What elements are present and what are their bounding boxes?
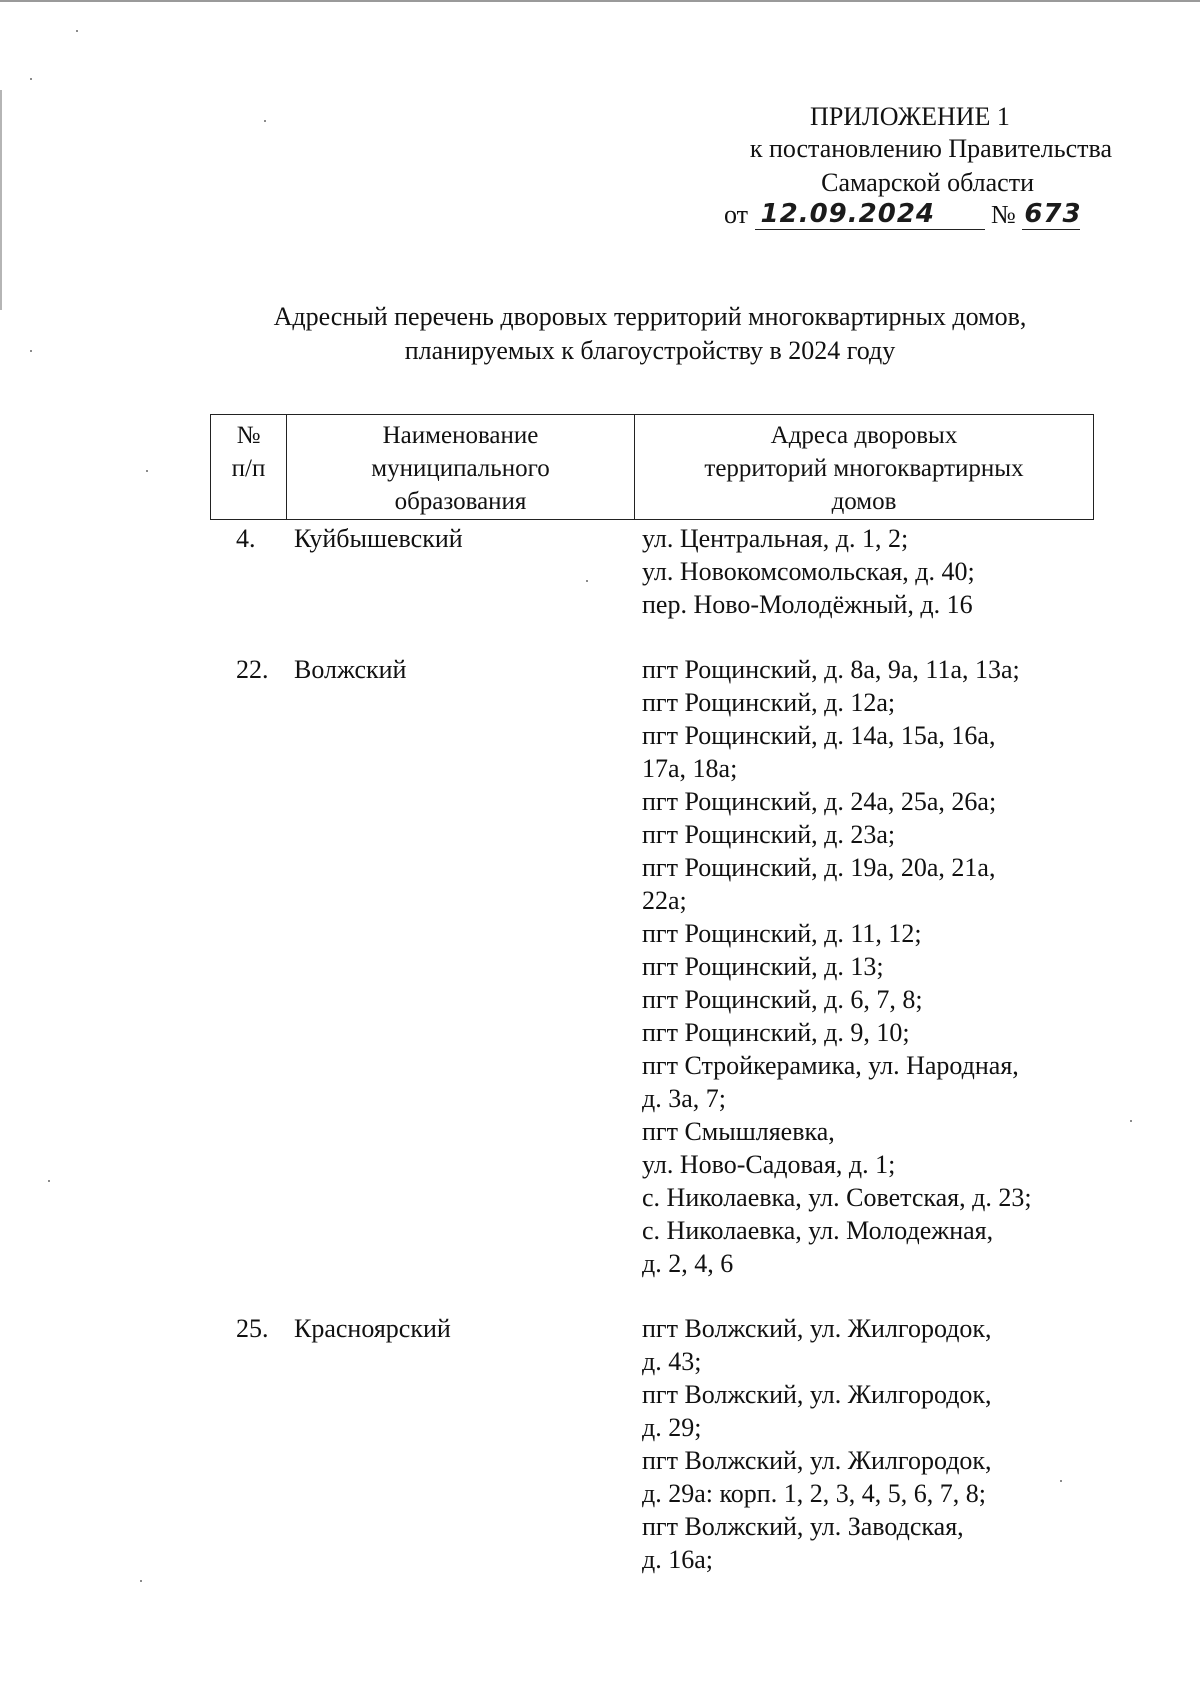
column-header-addresses-line-3: домов (831, 488, 897, 515)
column-header-addresses-line-2: территорий многоквартирных (704, 455, 1024, 482)
scan-edge-left (0, 90, 2, 310)
table-row (0, 1312, 1200, 1576)
row-municipality: Волжский (294, 655, 407, 684)
row-addresses (642, 653, 1082, 1280)
address-line: ул. Ново-Садовая, д. 1; (642, 1150, 896, 1179)
handwritten-date: 12.09.2024 (760, 199, 936, 229)
date-field (755, 201, 985, 230)
document-title-line-2: планируемых к благоустройству в 2024 году (404, 336, 896, 365)
address-line: пер. Ново-Молодёжный, д. 16 (642, 590, 973, 619)
address-line: 17а, 18а; (642, 754, 738, 783)
address-line: д. 16а; (642, 1545, 713, 1574)
address-line: пгт Рощинский, д. 13; (642, 952, 884, 981)
address-line: с. Николаевка, ул. Советская, д. 23; (642, 1183, 1032, 1212)
document-title (200, 300, 1100, 368)
address-line: пгт Смышляевка, (642, 1117, 835, 1146)
date-prefix: от (724, 200, 749, 229)
scan-speck (76, 30, 78, 32)
address-line: пгт Рощинский, д. 8а, 9а, 11а, 13а; (642, 655, 1020, 684)
row-number: 22. (236, 655, 269, 684)
address-line: 22а; (642, 886, 687, 915)
address-line: пгт Стройкерамика, ул. Народная, (642, 1051, 1019, 1080)
table-body (0, 522, 1200, 1608)
scan-speck (30, 350, 32, 352)
address-line: пгт Волжский, ул. Заводская, (642, 1512, 964, 1541)
address-line: ул. Новокомсомольская, д. 40; (642, 557, 975, 586)
appendix-region-line: Самарской области (821, 168, 1034, 197)
appendix-decree-line: к постановлению Правительства (749, 134, 1112, 163)
column-header-municipality (287, 415, 635, 519)
handwritten-number: 673 (1024, 199, 1082, 229)
scan-speck (30, 78, 32, 80)
address-line: пгт Рощинский, д. 12а; (642, 688, 896, 717)
row-addresses (642, 1312, 1082, 1576)
appendix-title: ПРИЛОЖЕНИЕ 1 (810, 102, 1010, 131)
address-line: пгт Рощинский, д. 19а, 20а, 21а, (642, 853, 996, 882)
address-line: ул. Центральная, д. 1, 2; (642, 524, 909, 553)
column-header-addresses-line-1: Адреса дворовых (770, 422, 958, 449)
scan-speck (146, 470, 148, 472)
column-header-municipality-line-2: муниципального (371, 455, 550, 482)
row-addresses (642, 522, 1082, 621)
row-municipality: Красноярский (294, 1314, 451, 1343)
address-line: д. 43; (642, 1347, 702, 1376)
column-header-addresses (635, 415, 1093, 519)
table-row (0, 522, 1200, 621)
address-line: пгт Волжский, ул. Жилгородок, (642, 1446, 992, 1475)
row-number: 4. (236, 524, 256, 553)
row-number: 25. (236, 1314, 269, 1343)
address-line: пгт Волжский, ул. Жилгородок, (642, 1314, 992, 1343)
appendix-header (690, 100, 1130, 134)
address-line: пгт Волжский, ул. Жилгородок, (642, 1380, 992, 1409)
scan-speck (264, 120, 266, 122)
address-line: д. 29а: корп. 1, 2, 3, 4, 5, 6, 7, 8; (642, 1479, 986, 1508)
address-line: пгт Рощинский, д. 6, 7, 8; (642, 985, 923, 1014)
address-line: д. 2, 4, 6 (642, 1249, 734, 1278)
scan-edge-top (0, 0, 1200, 2)
column-header-number-line-2: п/п (231, 455, 266, 482)
column-header-municipality-line-1: Наименование (382, 422, 539, 449)
address-line: пгт Рощинский, д. 23а; (642, 820, 896, 849)
column-header-number-line-1: № (236, 422, 261, 449)
address-line: с. Николаевка, ул. Молодежная, (642, 1216, 994, 1245)
decree-date-number (724, 200, 1114, 230)
address-line: д. 3а, 7; (642, 1084, 726, 1113)
address-line: пгт Рощинский, д. 14а, 15а, 16а, (642, 721, 996, 750)
column-header-number (211, 415, 287, 519)
address-line: пгт Рощинский, д. 24а, 25а, 26а; (642, 787, 997, 816)
row-municipality: Куйбышевский (294, 524, 463, 553)
column-header-municipality-line-3: образования (394, 488, 527, 515)
address-line: пгт Рощинский, д. 9, 10; (642, 1018, 910, 1047)
document-title-line-1: Адресный перечень дворовых территорий многоквартирных домов, (273, 302, 1027, 331)
address-line: д. 29; (642, 1413, 702, 1442)
number-field (1022, 201, 1080, 230)
number-prefix: № (991, 200, 1016, 229)
address-line: пгт Рощинский, д. 11, 12; (642, 919, 922, 948)
table-row (0, 653, 1200, 1280)
table-header (210, 414, 1094, 520)
